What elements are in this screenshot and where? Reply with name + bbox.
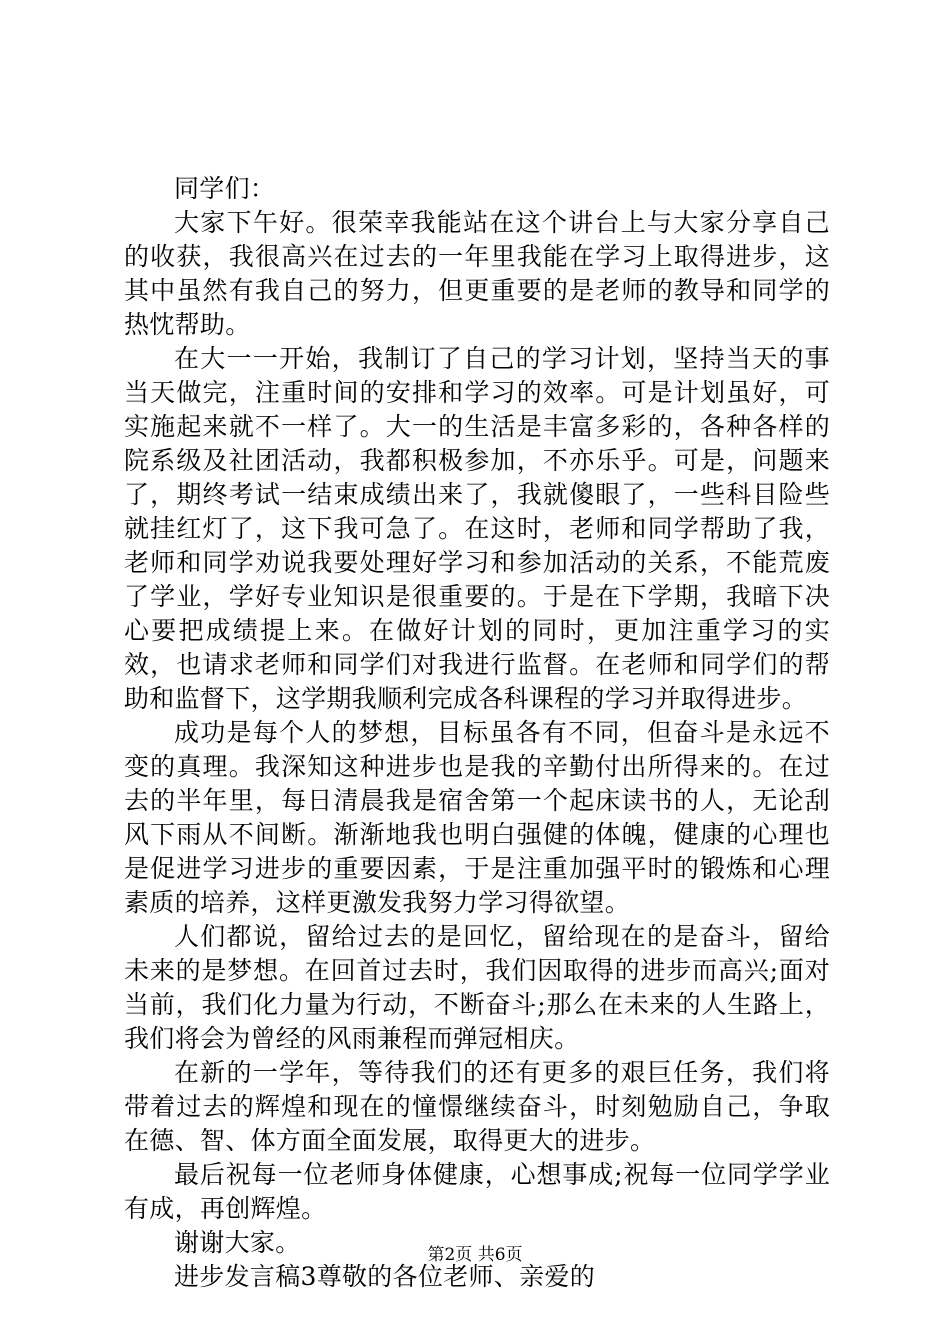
paragraph-memory: 人们都说，留给过去的是回忆，留给现在的是奋斗，留给未来的是梦想。在回首过去时，我们因取得的进步而高兴;面对当前，我们化力量为行动，不断奋斗;那么在未来的人生路上，我们将会为曾经的风雨兼程而弹冠相庆。 — [124, 922, 830, 1053]
salutation: 同学们： — [174, 174, 276, 203]
paragraph-study-plan: 在大一一开始，我制订了自己的学习计划，坚持当天的事当天做完，注重时间的安排和学习的效率。可是计划虽好，可实施起来就不一样了。大一的生活是丰富多彩的，各种各样的院系级及社团活动，我都积极参加，不亦乐乎。可是，问题来了，期终考试一结束成绩出来了，我就傻眼了，一些科目险些就挂红灯了，这下我可急了。在这时，老师和同学帮助了我，老师和同学劝说我要处理好学习和参加活动的关系，不能荒废了学业，学好专业知识是很重要的。于是在下学期，我暗下决心要把成绩提上来。在做好计划的同时，更加注重学习的实效，也请求老师和同学们对我进行监督。在老师和同学们的帮助和监督下，这学期我顺利完成各科课程的学习并取得进步。 — [124, 344, 830, 713]
paragraph-wishes: 最后祝每一位老师身体健康，心想事成;祝每一位同学学业有成，再创辉煌。 — [124, 1160, 830, 1223]
document-body — [124, 172, 830, 1294]
page-footer — [0, 1244, 950, 1266]
paragraph-new-year: 在新的一学年，等待我们的还有更多的艰巨任务，我们将带着过去的辉煌和现在的憧憬继续奋斗，时刻勉励自己，争取在德、智、体方面全面发展，取得更大的进步。 — [124, 1058, 830, 1155]
paragraph-next-title: 进步发言稿3尊敬的各位老师、亲爱的 — [174, 1262, 596, 1291]
page-number: 第2页 — [427, 1245, 473, 1265]
paragraph-success: 成功是每个人的梦想，目标虽各有不同，但奋斗是永远不变的真理。我深知这种进步也是我的辛勤付出所得来的。在过去的半年里，每日清晨我是宿舍第一个起床读书的人，无论刮风下雨从不间断。渐渐地我也明白强健的体魄，健康的心理也是促进学习进步的重要因素，于是注重加强平时的锻炼和心理素质的培养，这样更激发我努力学习得欲望。 — [124, 718, 830, 917]
page-total: 共6页 — [477, 1245, 523, 1265]
paragraph-thanks: 谢谢大家。 — [174, 1228, 301, 1257]
paragraph-greeting: 大家下午好。很荣幸我能站在这个讲台上与大家分享自己的收获，我很高兴在过去的一年里我能在学习上取得进步，这其中虽然有我自己的努力，但更重要的是老师的教导和同学的热忱帮助。 — [124, 208, 830, 339]
